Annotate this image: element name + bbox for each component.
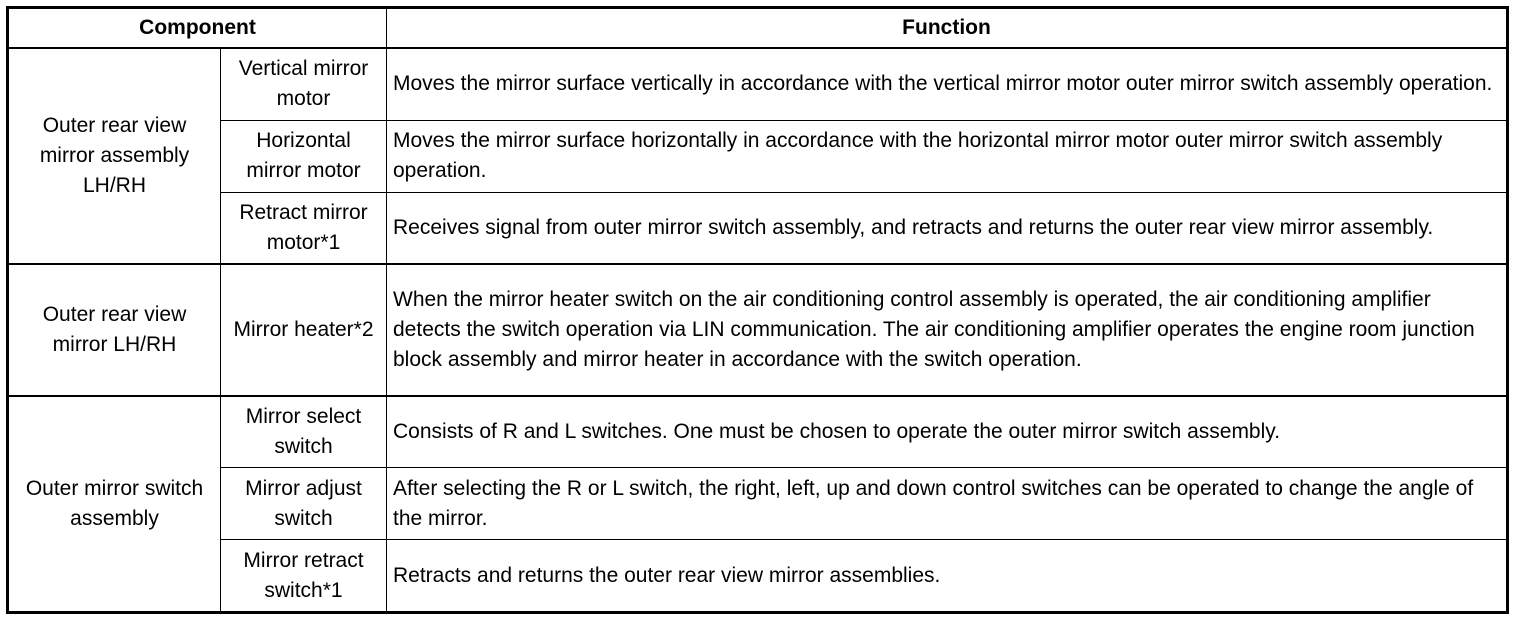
table-row <box>8 192 1508 264</box>
function-cell: After selecting the R or L switch, the right, left, up and down control switches can be operated to change the angle of the mirror. <box>387 468 1508 540</box>
header-row <box>8 8 1508 49</box>
function-cell: Moves the mirror surface vertically in accordance with the vertical mirror motor outer mirror switch assembly operation. <box>387 48 1508 120</box>
subcomponent-cell: Mirror retract switch*1 <box>221 540 387 613</box>
function-cell: Consists of R and L switches. One must be chosen to operate the outer mirror switch assembly. <box>387 396 1508 468</box>
table-row <box>8 540 1508 613</box>
component-header: Component <box>8 8 387 49</box>
subcomponent-cell: Vertical mirror motor <box>221 48 387 120</box>
subcomponent-cell: Mirror heater*2 <box>221 264 387 395</box>
component-function-table <box>6 6 1509 614</box>
table-row <box>8 120 1508 192</box>
component-group-cell: Outer mirror switch assembly <box>8 396 221 613</box>
table-row <box>8 468 1508 540</box>
function-cell: When the mirror heater switch on the air conditioning control assembly is operated, the air conditioning amplifier detects the switch operation via LIN communication. The air conditioning amplifier operates the engine room junction block assembly and mirror heater in accordance with the switch operation. <box>387 264 1508 395</box>
table-row <box>8 396 1508 468</box>
subcomponent-cell: Mirror select switch <box>221 396 387 468</box>
table-row <box>8 48 1508 120</box>
function-cell: Moves the mirror surface horizontally in accordance with the horizontal mirror motor outer mirror switch assembly operation. <box>387 120 1508 192</box>
table-row <box>8 264 1508 395</box>
subcomponent-cell: Retract mirror motor*1 <box>221 192 387 264</box>
component-group-cell: Outer rear view mirror LH/RH <box>8 264 221 395</box>
subcomponent-cell: Horizontal mirror motor <box>221 120 387 192</box>
function-cell: Retracts and returns the outer rear view mirror assemblies. <box>387 540 1508 613</box>
function-cell: Receives signal from outer mirror switch assembly, and retracts and returns the outer rear view mirror assembly. <box>387 192 1508 264</box>
subcomponent-cell: Mirror adjust switch <box>221 468 387 540</box>
component-group-cell: Outer rear view mirror assembly LH/RH <box>8 48 221 264</box>
function-header: Function <box>387 8 1508 49</box>
